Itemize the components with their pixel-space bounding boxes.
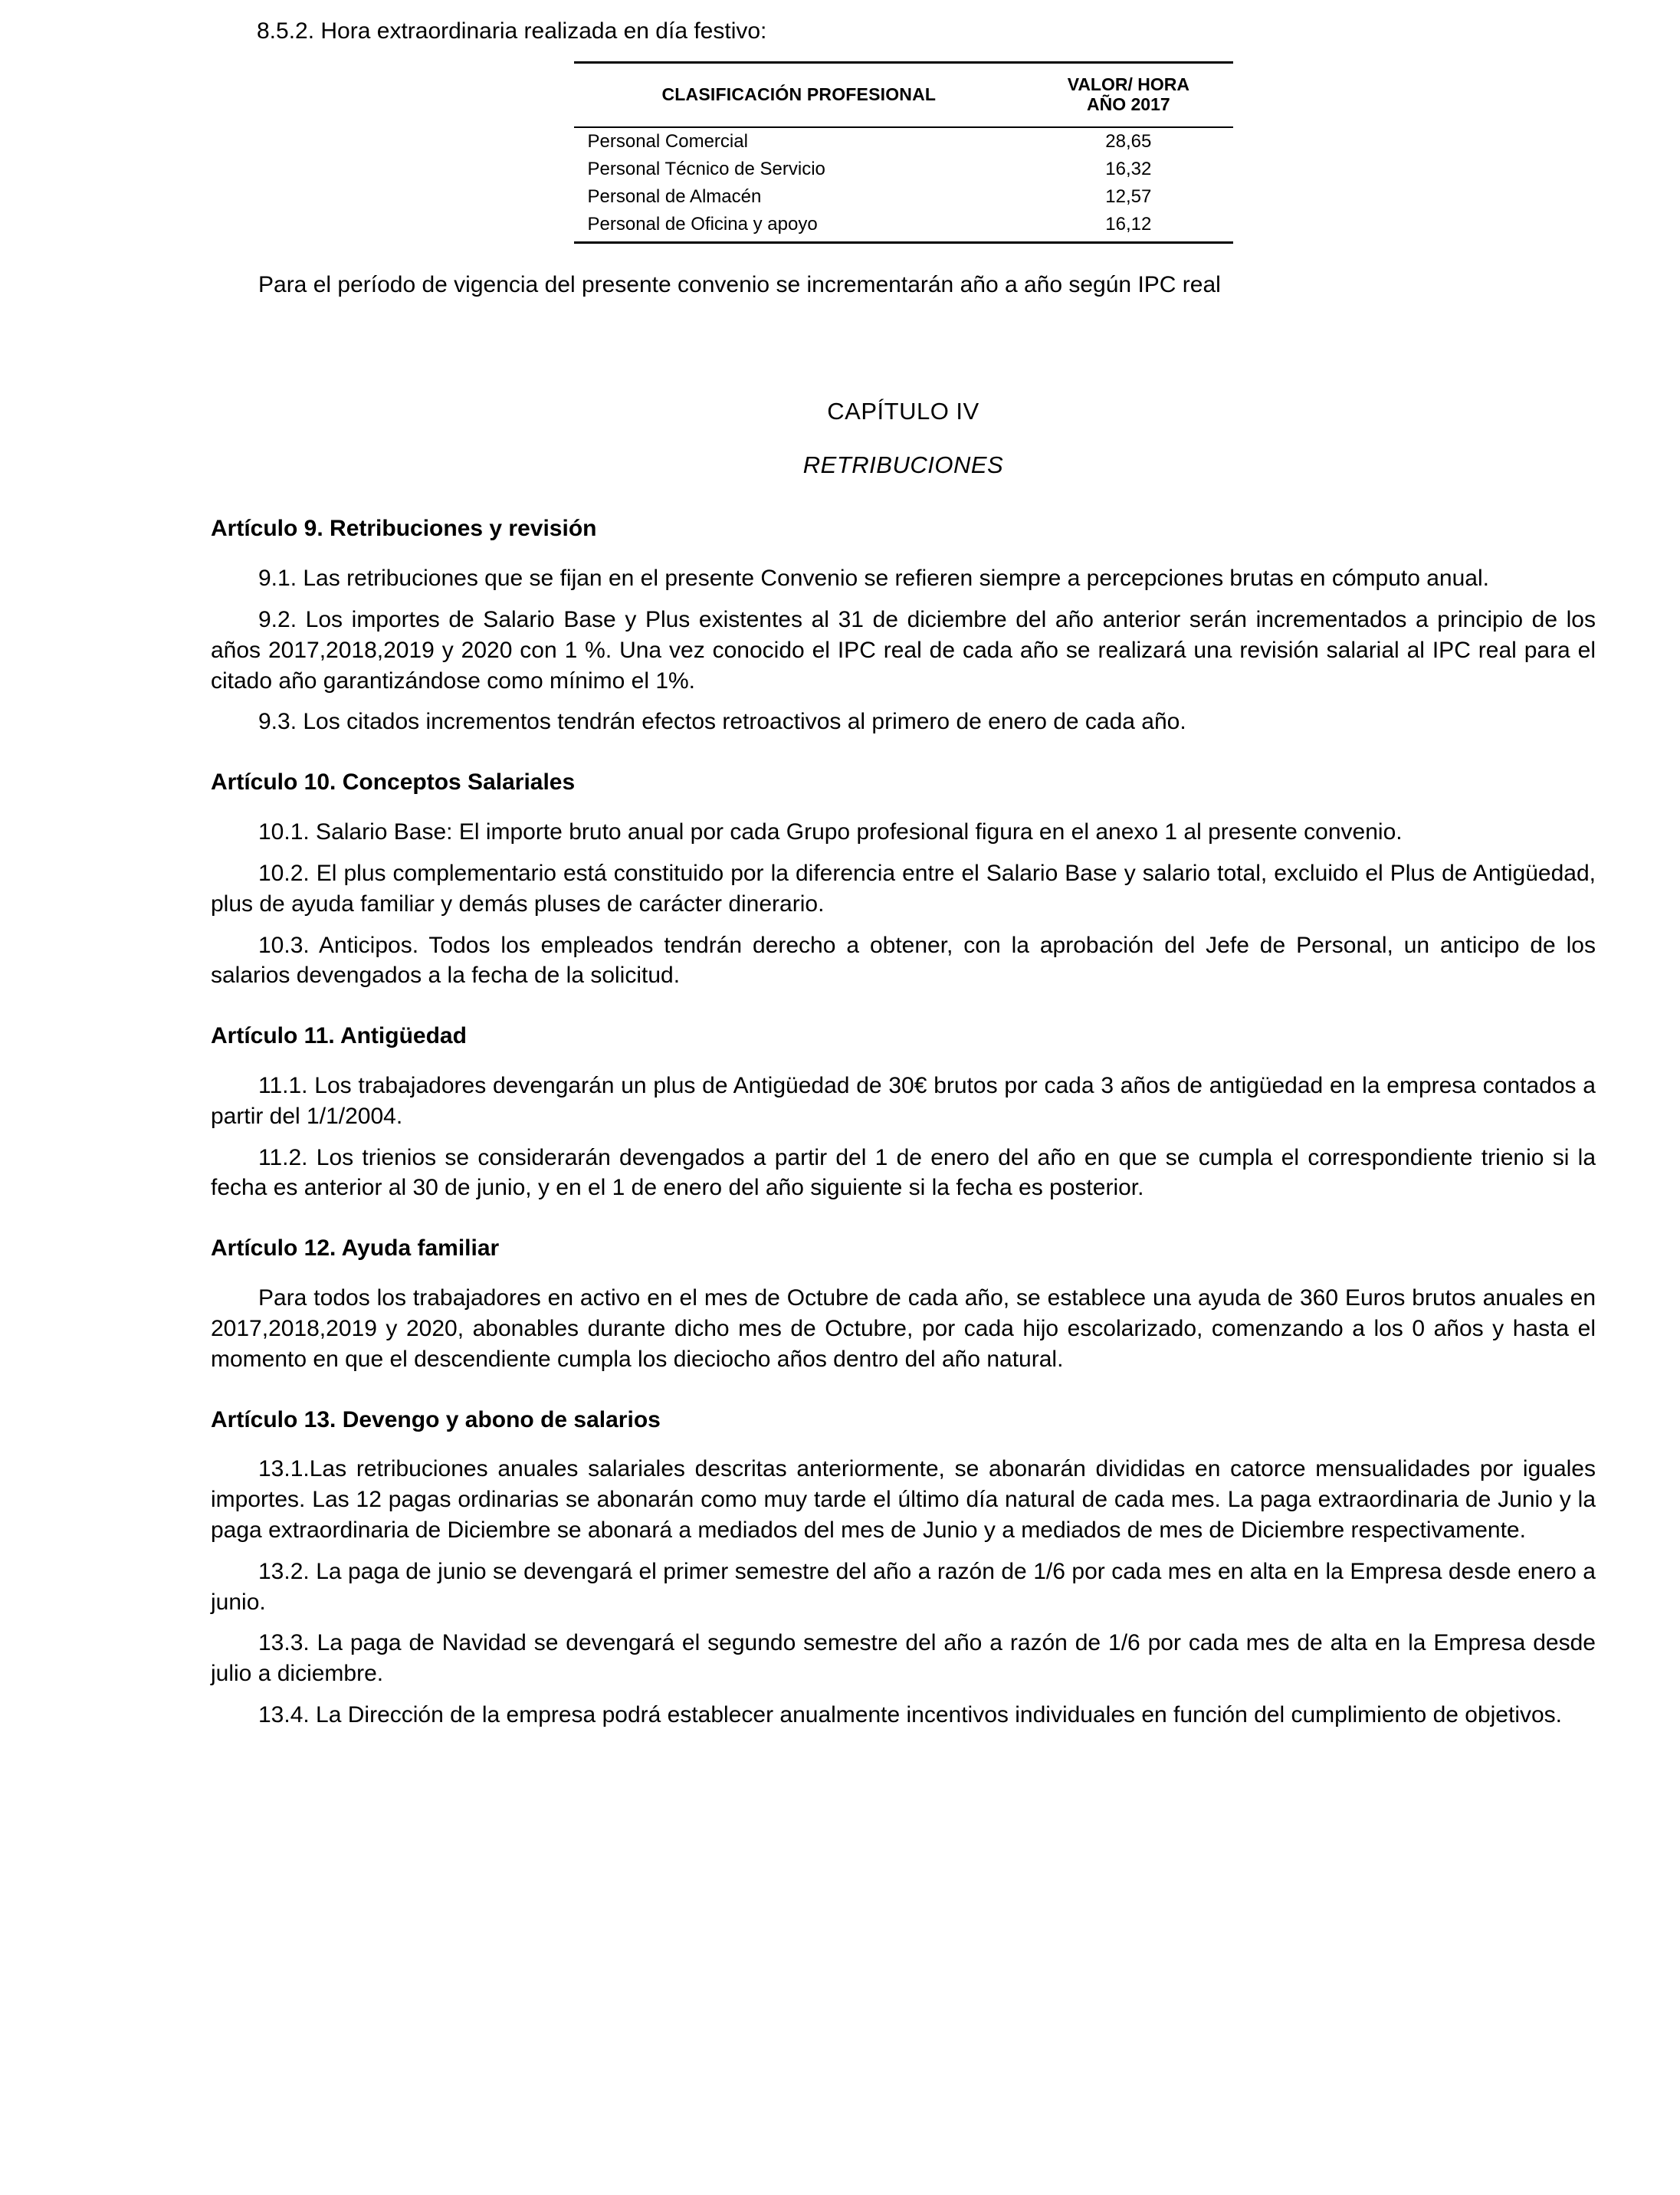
table-body	[574, 127, 1233, 243]
table-row	[574, 183, 1233, 211]
column-header-value-line2: AÑO 2017	[1087, 94, 1170, 114]
article-heading-11: Artículo 11. Antigüedad	[211, 1023, 467, 1049]
table-row	[574, 211, 1233, 243]
article-13-paragraph-1: 13.1.Las retribuciones anuales salariales descritas anteriormente, se abonarán divididas en catorce mensualidades por iguales importes. Las 12 pagas ordinarias se abonarán como muy tarde el último día natural de cada mes. La paga extraordinaria de Junio y la paga extraordinaria de Diciembre se abonará a mediados del mes de Junio y a mediados de mes de Diciembre respectivamente.	[211, 1456, 1596, 1543]
chapter-title: CAPÍTULO IV	[827, 398, 979, 425]
column-header-classification: CLASIFICACIÓN PROFESIONAL	[574, 62, 1025, 127]
after-table-note: Para el período de vigencia del presente convenio se incrementarán año a año según IPC real	[258, 272, 1221, 298]
article-9-paragraph-3: 9.3. Los citados incrementos tendrán efectos retroactivos al primero de enero de cada año.	[258, 709, 1186, 735]
cell-classification: Personal Técnico de Servicio	[587, 159, 825, 180]
table-row	[574, 127, 1233, 156]
vertical-spacer	[211, 300, 1596, 398]
article-heading-10: Artículo 10. Conceptos Salariales	[211, 769, 576, 796]
article-9-paragraph-2: 9.2. Los importes de Salario Base y Plus existentes al 31 de diciembre del año anterior serán incrementados a principio de los años 2017,2018,2019 y 2020 con 1 %. Una vez conocido el IPC real de cada año se realizará una revisión salarial al IPC real para el citado año garantizándose como mínimo el 1%.	[211, 606, 1596, 694]
article-10-paragraph-2: 10.2. El plus complementario está constituido por la diferencia entre el Salario Base y salario total, excluido el Plus de Antigüedad, plus de ayuda familiar y demás pluses de carácter dinerario.	[211, 860, 1596, 917]
article-heading-9: Artículo 9. Retribuciones y revisión	[211, 516, 597, 542]
column-header-value	[1024, 62, 1232, 127]
article-heading-13: Artículo 13. Devengo y abono de salarios	[211, 1406, 661, 1432]
overtime-rates-table	[574, 61, 1233, 244]
cell-value: 16,32	[1105, 159, 1152, 180]
article-11-paragraph-2: 11.2. Los trienios se considerarán devengados a partir del 1 de enero del año en que se cumpla el correspondiente trienio si la fecha es anterior al 30 de junio, y en el 1 de enero del año siguiente si la fecha es posterior.	[211, 1144, 1596, 1201]
article-10-paragraph-3: 10.3. Anticipos. Todos los empleados tendrán derecho a obtener, con la aprobación del Jefe de Personal, un anticipo de los salarios devengados a la fecha de la solicitud.	[211, 932, 1596, 989]
chapter-subtitle: RETRIBUCIONES	[802, 451, 1004, 479]
article-13-paragraph-4: 13.4. La Dirección de la empresa podrá establecer anualmente incentivos individuales en función del cumplimiento de objetivos.	[258, 1702, 1563, 1728]
cell-classification: Personal de Oficina y apoyo	[587, 214, 818, 235]
table-row	[574, 156, 1233, 183]
article-11-paragraph-1: 11.1. Los trabajadores devengarán un plus de Antigüedad de 30€ brutos por cada 3 años de antigüedad en la empresa contados a partir del 1/1/2004.	[211, 1072, 1596, 1129]
article-10-paragraph-1: 10.1. Salario Base: El importe bruto anual por cada Grupo profesional figura en el anexo 1 al presente convenio.	[258, 819, 1403, 845]
rates-table-container	[211, 61, 1596, 244]
cell-classification: Personal Comercial	[587, 131, 748, 153]
article-13-paragraph-2: 13.2. La paga de junio se devengará el primer semestre del año a razón de 1/6 por cada mes en alta en la Empresa desde enero a junio.	[211, 1558, 1596, 1615]
cell-value: 28,65	[1105, 131, 1152, 153]
cell-value: 16,12	[1105, 214, 1152, 235]
section-heading-8-5-2: 8.5.2. Hora extraordinaria realizada en día festivo:	[257, 18, 767, 44]
table-header-row	[574, 62, 1233, 127]
article-13-paragraph-3: 13.3. La paga de Navidad se devengará el segundo semestre del año a razón de 1/6 por cada mes de alta en la Empresa desde julio a diciembre.	[211, 1630, 1596, 1687]
table-header	[574, 62, 1233, 127]
column-header-value-line1: VALOR/ HORA	[1067, 74, 1189, 94]
article-12-paragraph-1: Para todos los trabajadores en activo en el mes de Octubre de cada año, se establece una ayuda de 360 Euros brutos anuales en 2017,2018,2019 y 2020, abonables durante dicho mes de Octubre, por cada hijo escolarizado, comenzando a los 0 años y hasta el momento en que el descendiente cumpla los dieciocho años dentro del año natural.	[211, 1285, 1596, 1372]
cell-value: 12,57	[1105, 186, 1152, 208]
article-9-paragraph-1: 9.1. Las retribuciones que se fijan en el presente Convenio se refieren siempre a percepciones brutas en cómputo anual.	[258, 565, 1489, 591]
cell-classification: Personal de Almacén	[587, 186, 762, 208]
article-heading-12: Artículo 12. Ayuda familiar	[211, 1235, 500, 1262]
